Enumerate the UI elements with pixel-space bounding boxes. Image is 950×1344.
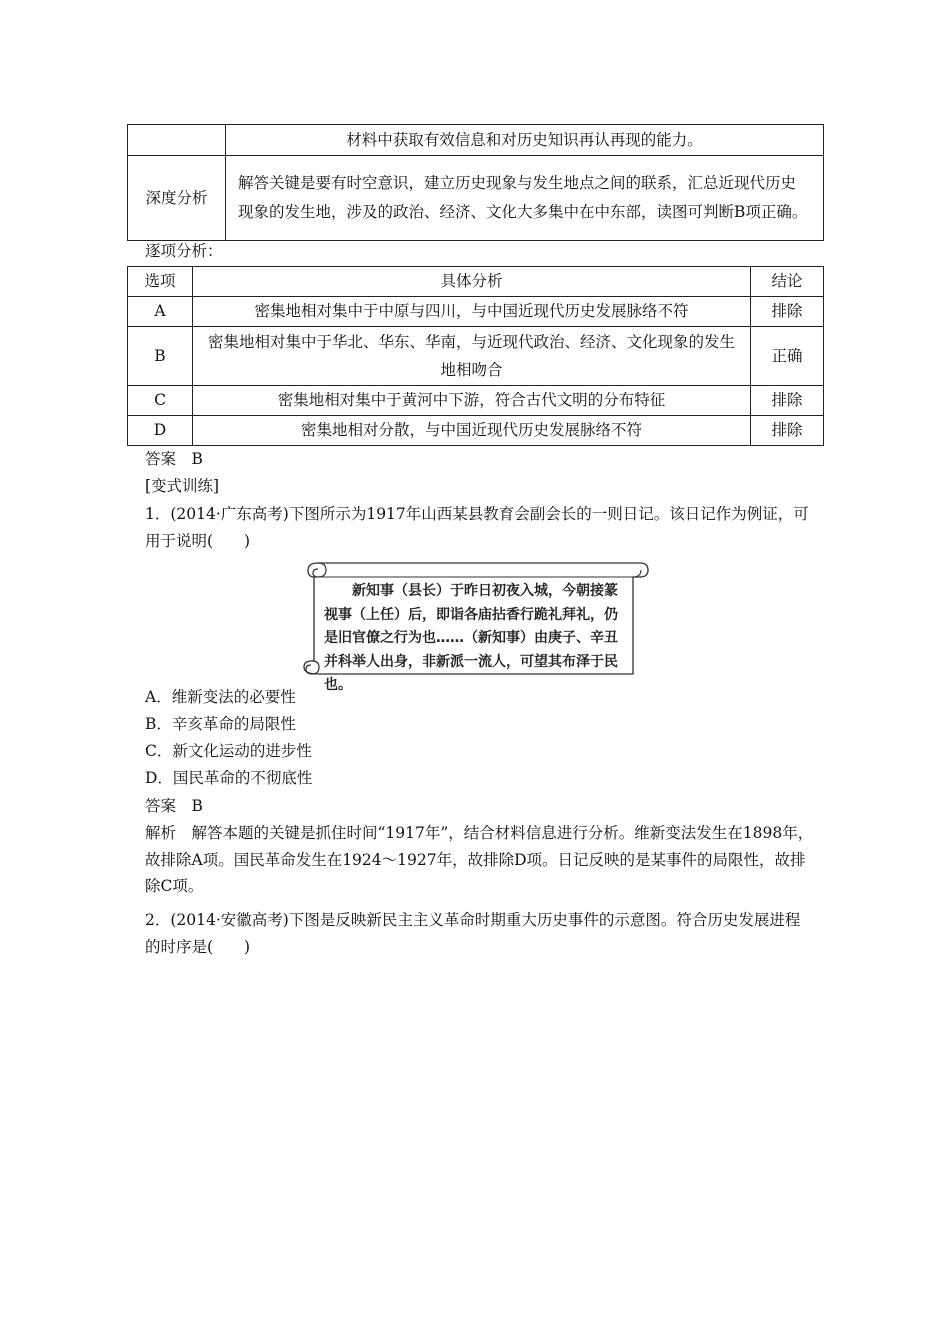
header-detail: 具体分析 (193, 267, 751, 297)
detail-cell: 密集地相对集中于中原与四川，与中国近现代历史发展脉络不符 (193, 297, 751, 327)
table-row (128, 416, 824, 446)
option-cell: B (128, 327, 193, 386)
conclusion-cell: 正确 (751, 327, 824, 386)
option-cell: C (128, 386, 193, 416)
question-1-stem: 1．(2014·广东高考)下图所示为1917年山西某县教育会副会长的一则日记。该日记作为例证，可用于说明( ) (145, 505, 809, 550)
option-d: D．国民革命的不彻底性 (145, 769, 313, 787)
depth-analysis-label: 深度分析 (128, 156, 226, 241)
ability-text: 材料中获取有效信息和对历史知识再认再现的能力。 (226, 125, 824, 156)
scroll-diary-text: 新知事（县长）于昨日初夜入城，今朝接篆视事（上任）后，即诣各庙拈香行跪礼拜礼，仍是旧官僚之行为也……（新知事）由庚子、辛丑并科举人出身，非新派一流人，可望其布泽于民也。 (324, 583, 618, 693)
empty-label-cell (128, 125, 226, 156)
option-cell: A (128, 297, 193, 327)
detail-cell: 密集地相对集中于黄河中下游，符合古代文明的分布特征 (193, 386, 751, 416)
option-a: A．维新变法的必要性 (145, 688, 296, 706)
explanation-q1: 解析 解答本题的关键是抓住时间“1917年”，结合材料信息进行分析。维新变法发生在1898年，故排除A项。国民革命发生在1924～1927年，故排除D项。日记反映的是某事件的局限性，故排除C项。 (145, 824, 814, 896)
table-row (128, 386, 824, 416)
conclusion-cell: 排除 (751, 416, 824, 446)
option-cell: D (128, 416, 193, 446)
conclusion-cell: 排除 (751, 386, 824, 416)
header-option: 选项 (128, 267, 193, 297)
option-b: B．辛亥革命的局限性 (145, 715, 296, 733)
table-header-row (128, 267, 824, 297)
variant-heading: [变式训练] (145, 477, 220, 495)
answer-1: 答案 B (145, 450, 203, 468)
detail-cell: 密集地相对集中于华北、华东、华南，与近现代政治、经济、文化现象的发生地相吻合 (193, 327, 751, 386)
item-analysis-heading: 逐项分析： (145, 242, 223, 260)
header-conclusion: 结论 (751, 267, 824, 297)
detail-cell: 密集地相对分散，与中国近现代历史发展脉络不符 (193, 416, 751, 446)
conclusion-cell: 排除 (751, 297, 824, 327)
item-analysis-table (127, 266, 824, 446)
option-c: C．新文化运动的进步性 (145, 742, 312, 760)
answer-q1: 答案 B (145, 797, 203, 815)
table-row (128, 297, 824, 327)
table-row (128, 327, 824, 386)
question-2-stem: 2．(2014·安徽高考)下图是反映新民主主义革命时期重大历史事件的示意图。符合历史发展进程的时序是( ) (145, 911, 801, 956)
depth-analysis-text: 解答关键是要有时空意识，建立历史现象与发生地点之间的联系，汇总近现代历史现象的发生地，涉及的政治、经济、文化大多集中在中东部，读图可判断B项正确。 (226, 156, 824, 241)
depth-analysis-table (127, 124, 824, 241)
